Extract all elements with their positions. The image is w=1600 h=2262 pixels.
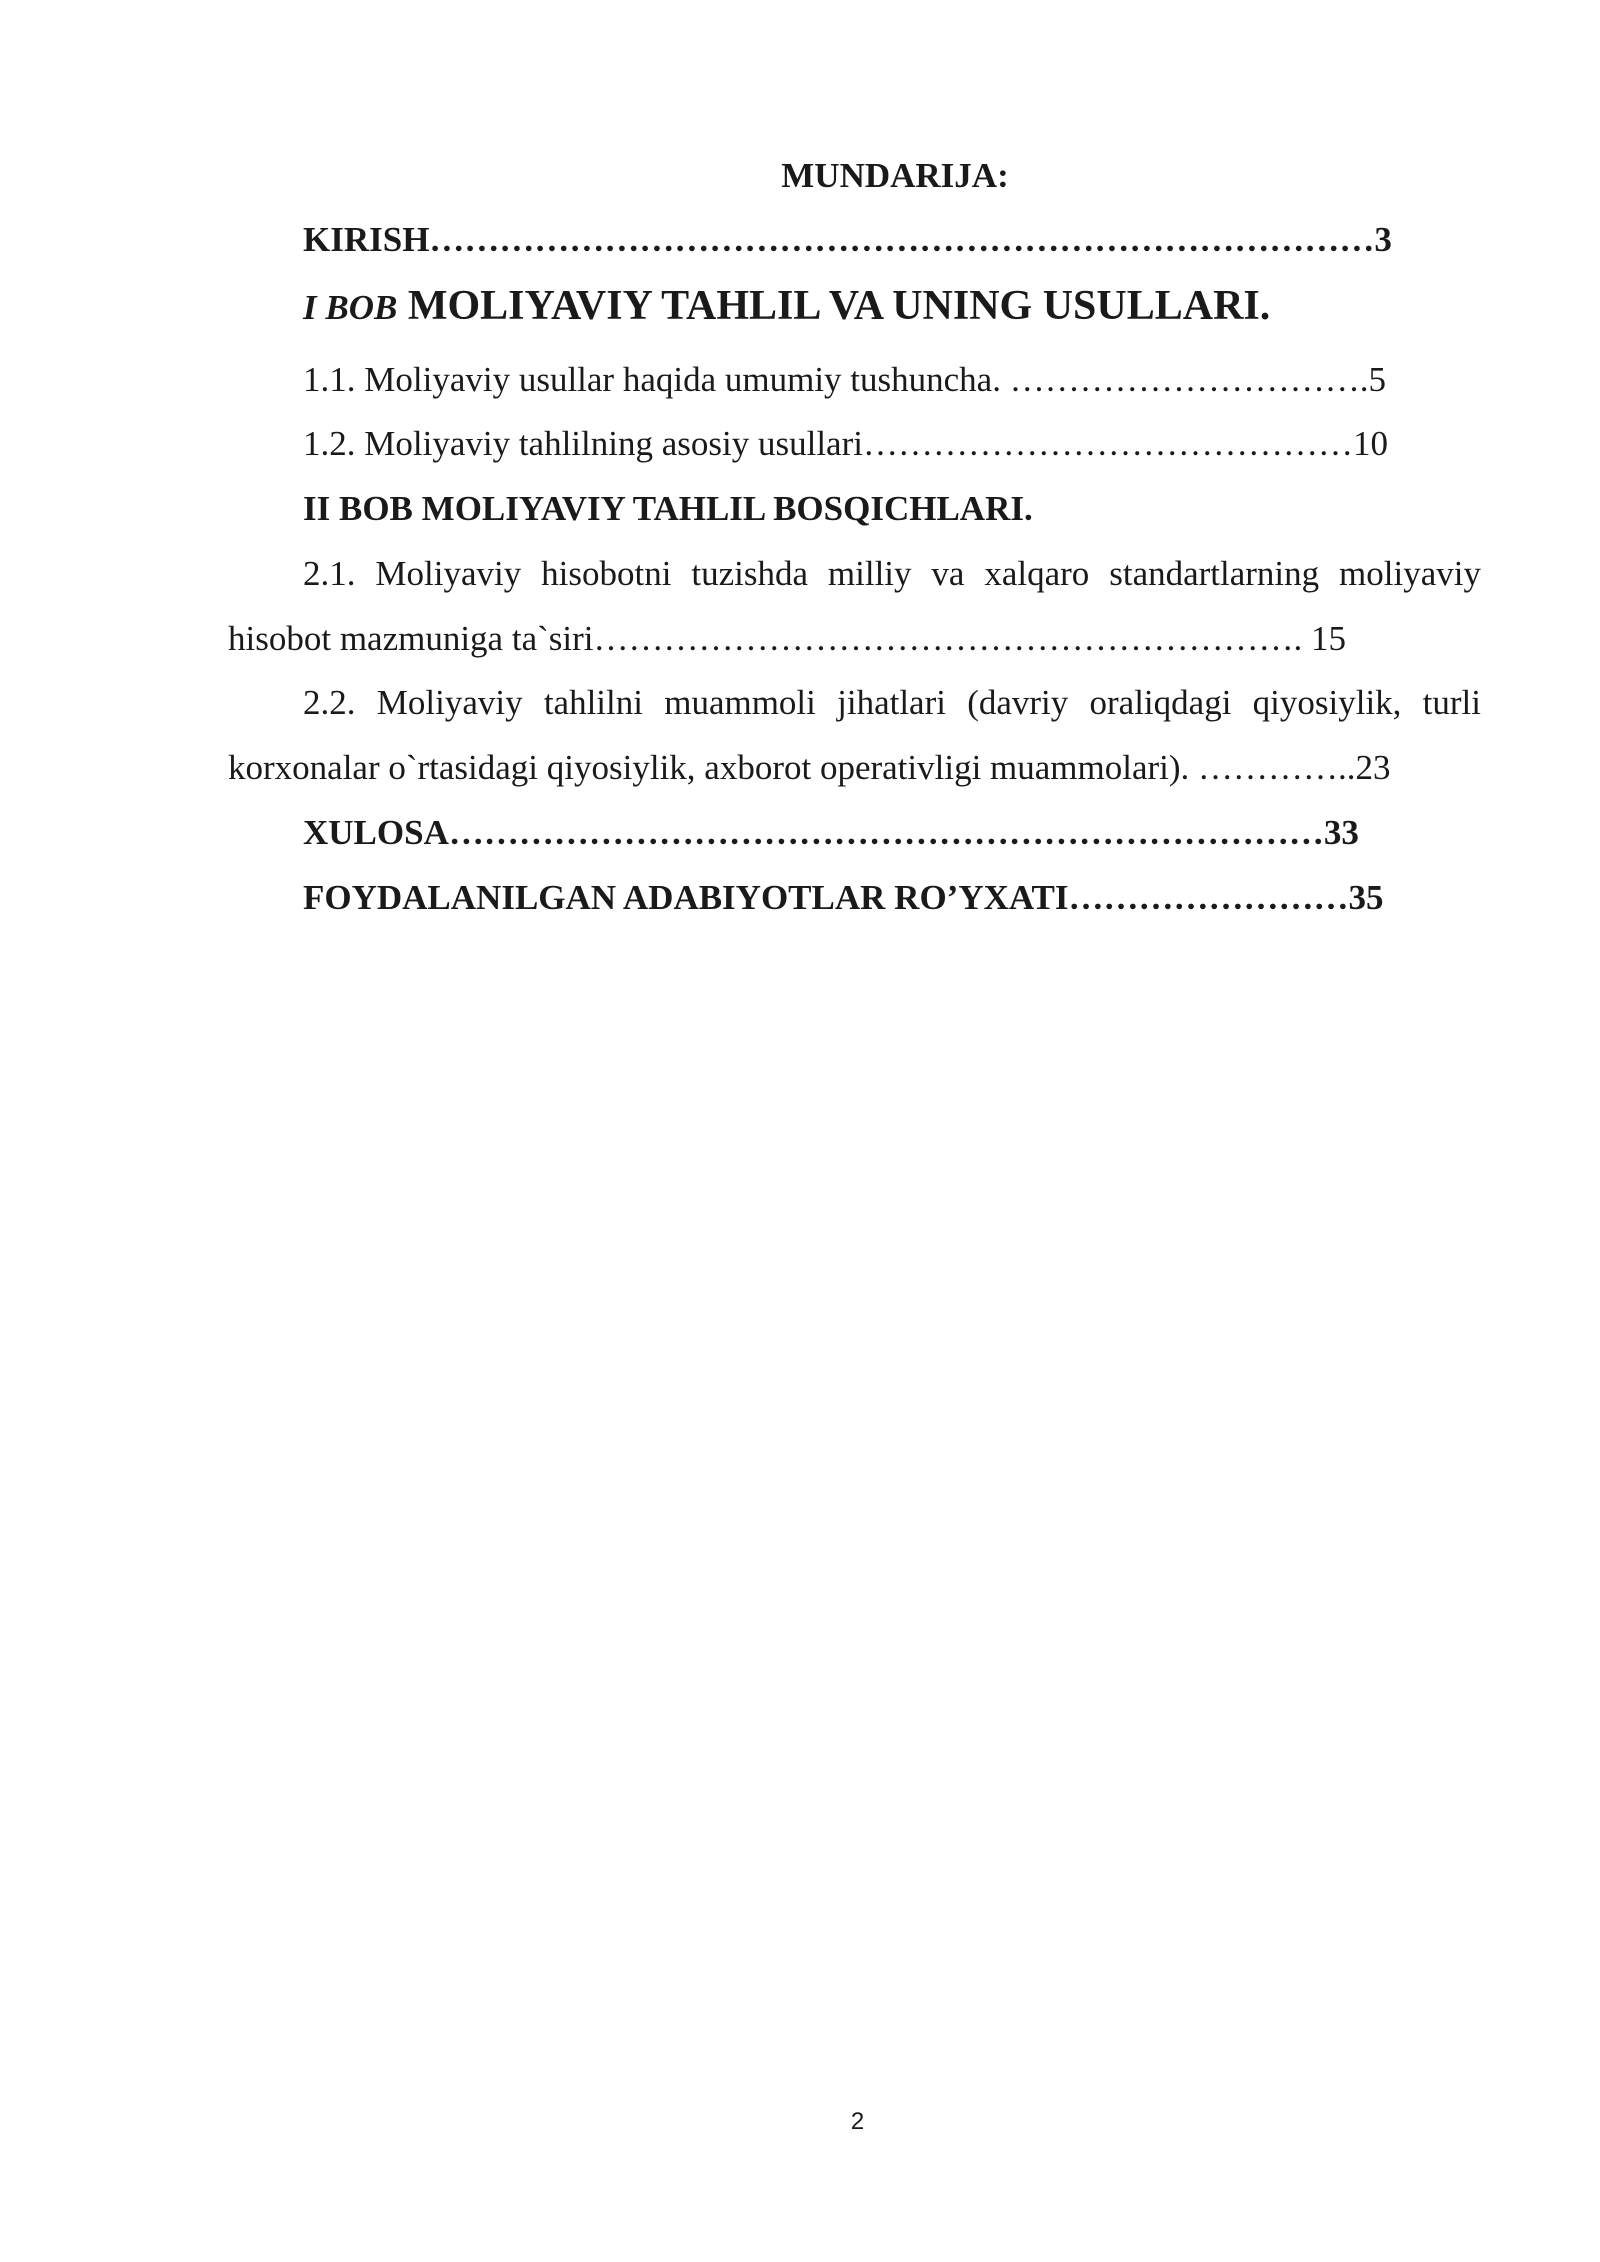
chapter-1-prefix: I BOB bbox=[303, 288, 398, 327]
toc-entry-chapter-2: II BOB MOLIYAVIY TAHLIL BOSQICHLARI. bbox=[303, 489, 1033, 528]
toc-entry-1-1: 1.1. Moliyaviy usullar haqida umumiy tushuncha. ………………………….5 bbox=[303, 360, 1386, 399]
chapter-1-title: MOLIYAVIY TAHLIL VA UNING USULLARI. bbox=[397, 283, 1271, 329]
toc-title: MUNDARIJA: bbox=[781, 156, 1009, 195]
page-number: 2 bbox=[850, 2108, 865, 2135]
toc-entry-chapter-1 bbox=[303, 285, 1270, 327]
toc-entry-1-2: 1.2. Moliyaviy tahlilning asosiy usullari……………………………………10 bbox=[303, 424, 1388, 463]
toc-entry-kirish: KIRISH………………………………………………………………………3 bbox=[303, 220, 1392, 259]
toc-entry-2-1-line-1: 2.1. Moliyaviy hisobotni tuzishda milliy va xalqaro standartlarning moliyaviy bbox=[303, 554, 1481, 593]
toc-entry-2-2-line-1: 2.2. Moliyaviy tahlilni muammoli jihatlari (davriy oraliqdagi qiyosiylik, turli bbox=[303, 683, 1481, 722]
toc-entry-xulosa: XULOSA…………………………………………………………………33 bbox=[303, 813, 1359, 852]
toc-entry-2-2-line-2: korxonalar o`rtasidagi qiyosiylik, axborot operativligi muammolari). …………..23 bbox=[228, 748, 1391, 787]
toc-entry-2-1-line-2: hisobot mazmuniga ta`siri……………………………………………………. 15 bbox=[228, 619, 1346, 658]
toc-entry-foydalanilgan: FOYDALANILGAN ADABIYOTLAR RO’YXATI……………………35 bbox=[303, 878, 1384, 917]
